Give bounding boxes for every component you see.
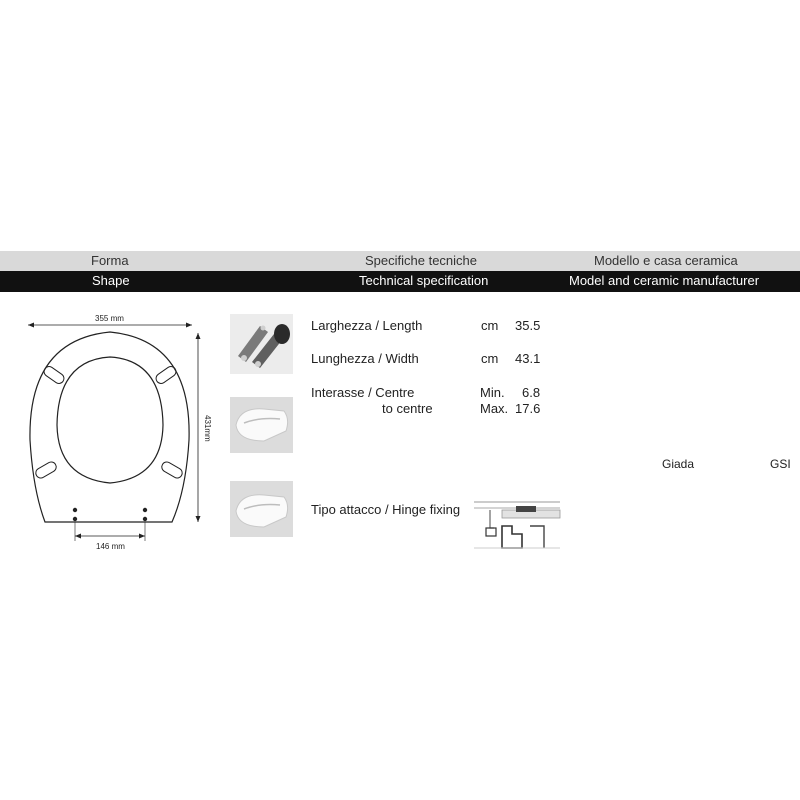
manufacturer-name: GSI xyxy=(770,457,791,471)
header-row-english xyxy=(0,271,800,292)
bumper-thumbnail xyxy=(230,397,293,453)
spec-length-unit: cm xyxy=(481,318,499,333)
spec-centre-max-label: Max. xyxy=(480,401,509,416)
seat-shape-drawing xyxy=(0,300,230,560)
header-shape-it: Forma xyxy=(91,253,129,268)
spec-hinge-label: Tipo attacco / Hinge fixing xyxy=(311,502,461,517)
spec-length-label: Larghezza / Length xyxy=(311,318,423,333)
hinge-fixing-diagram xyxy=(472,496,562,552)
spec-length-value: 35.5 xyxy=(515,318,541,333)
bumper-thumbnail-2 xyxy=(230,481,293,537)
spec-centre-min-label: Min. xyxy=(480,385,505,400)
spec-centre-label: Interasse / Centre xyxy=(311,385,415,400)
hinge-distance-label: 146 mm xyxy=(96,542,125,551)
header-model-it: Modello e casa ceramica xyxy=(594,253,738,268)
spec-centre-label-2: to centre xyxy=(382,401,433,416)
length-dimension-label: 431mm xyxy=(203,415,212,442)
header-spec-it: Specifiche tecniche xyxy=(365,253,478,268)
header-spec-en: Technical specification xyxy=(359,273,489,288)
width-dimension-label: 355 mm xyxy=(95,314,124,323)
spec-centre-max-value: 17.6 xyxy=(515,401,541,416)
hinge-hardware-thumbnail xyxy=(230,314,293,374)
spec-width-label: Lunghezza / Width xyxy=(311,351,419,366)
spec-centre-min-value: 6.8 xyxy=(522,385,541,400)
model-name: Giada xyxy=(662,457,695,471)
spec-width-unit: cm xyxy=(481,351,499,366)
header-shape-en: Shape xyxy=(92,273,130,288)
header-row-italian xyxy=(0,251,800,271)
header-model-en: Model and ceramic manufacturer xyxy=(569,273,760,288)
spec-width-value: 43.1 xyxy=(515,351,541,366)
